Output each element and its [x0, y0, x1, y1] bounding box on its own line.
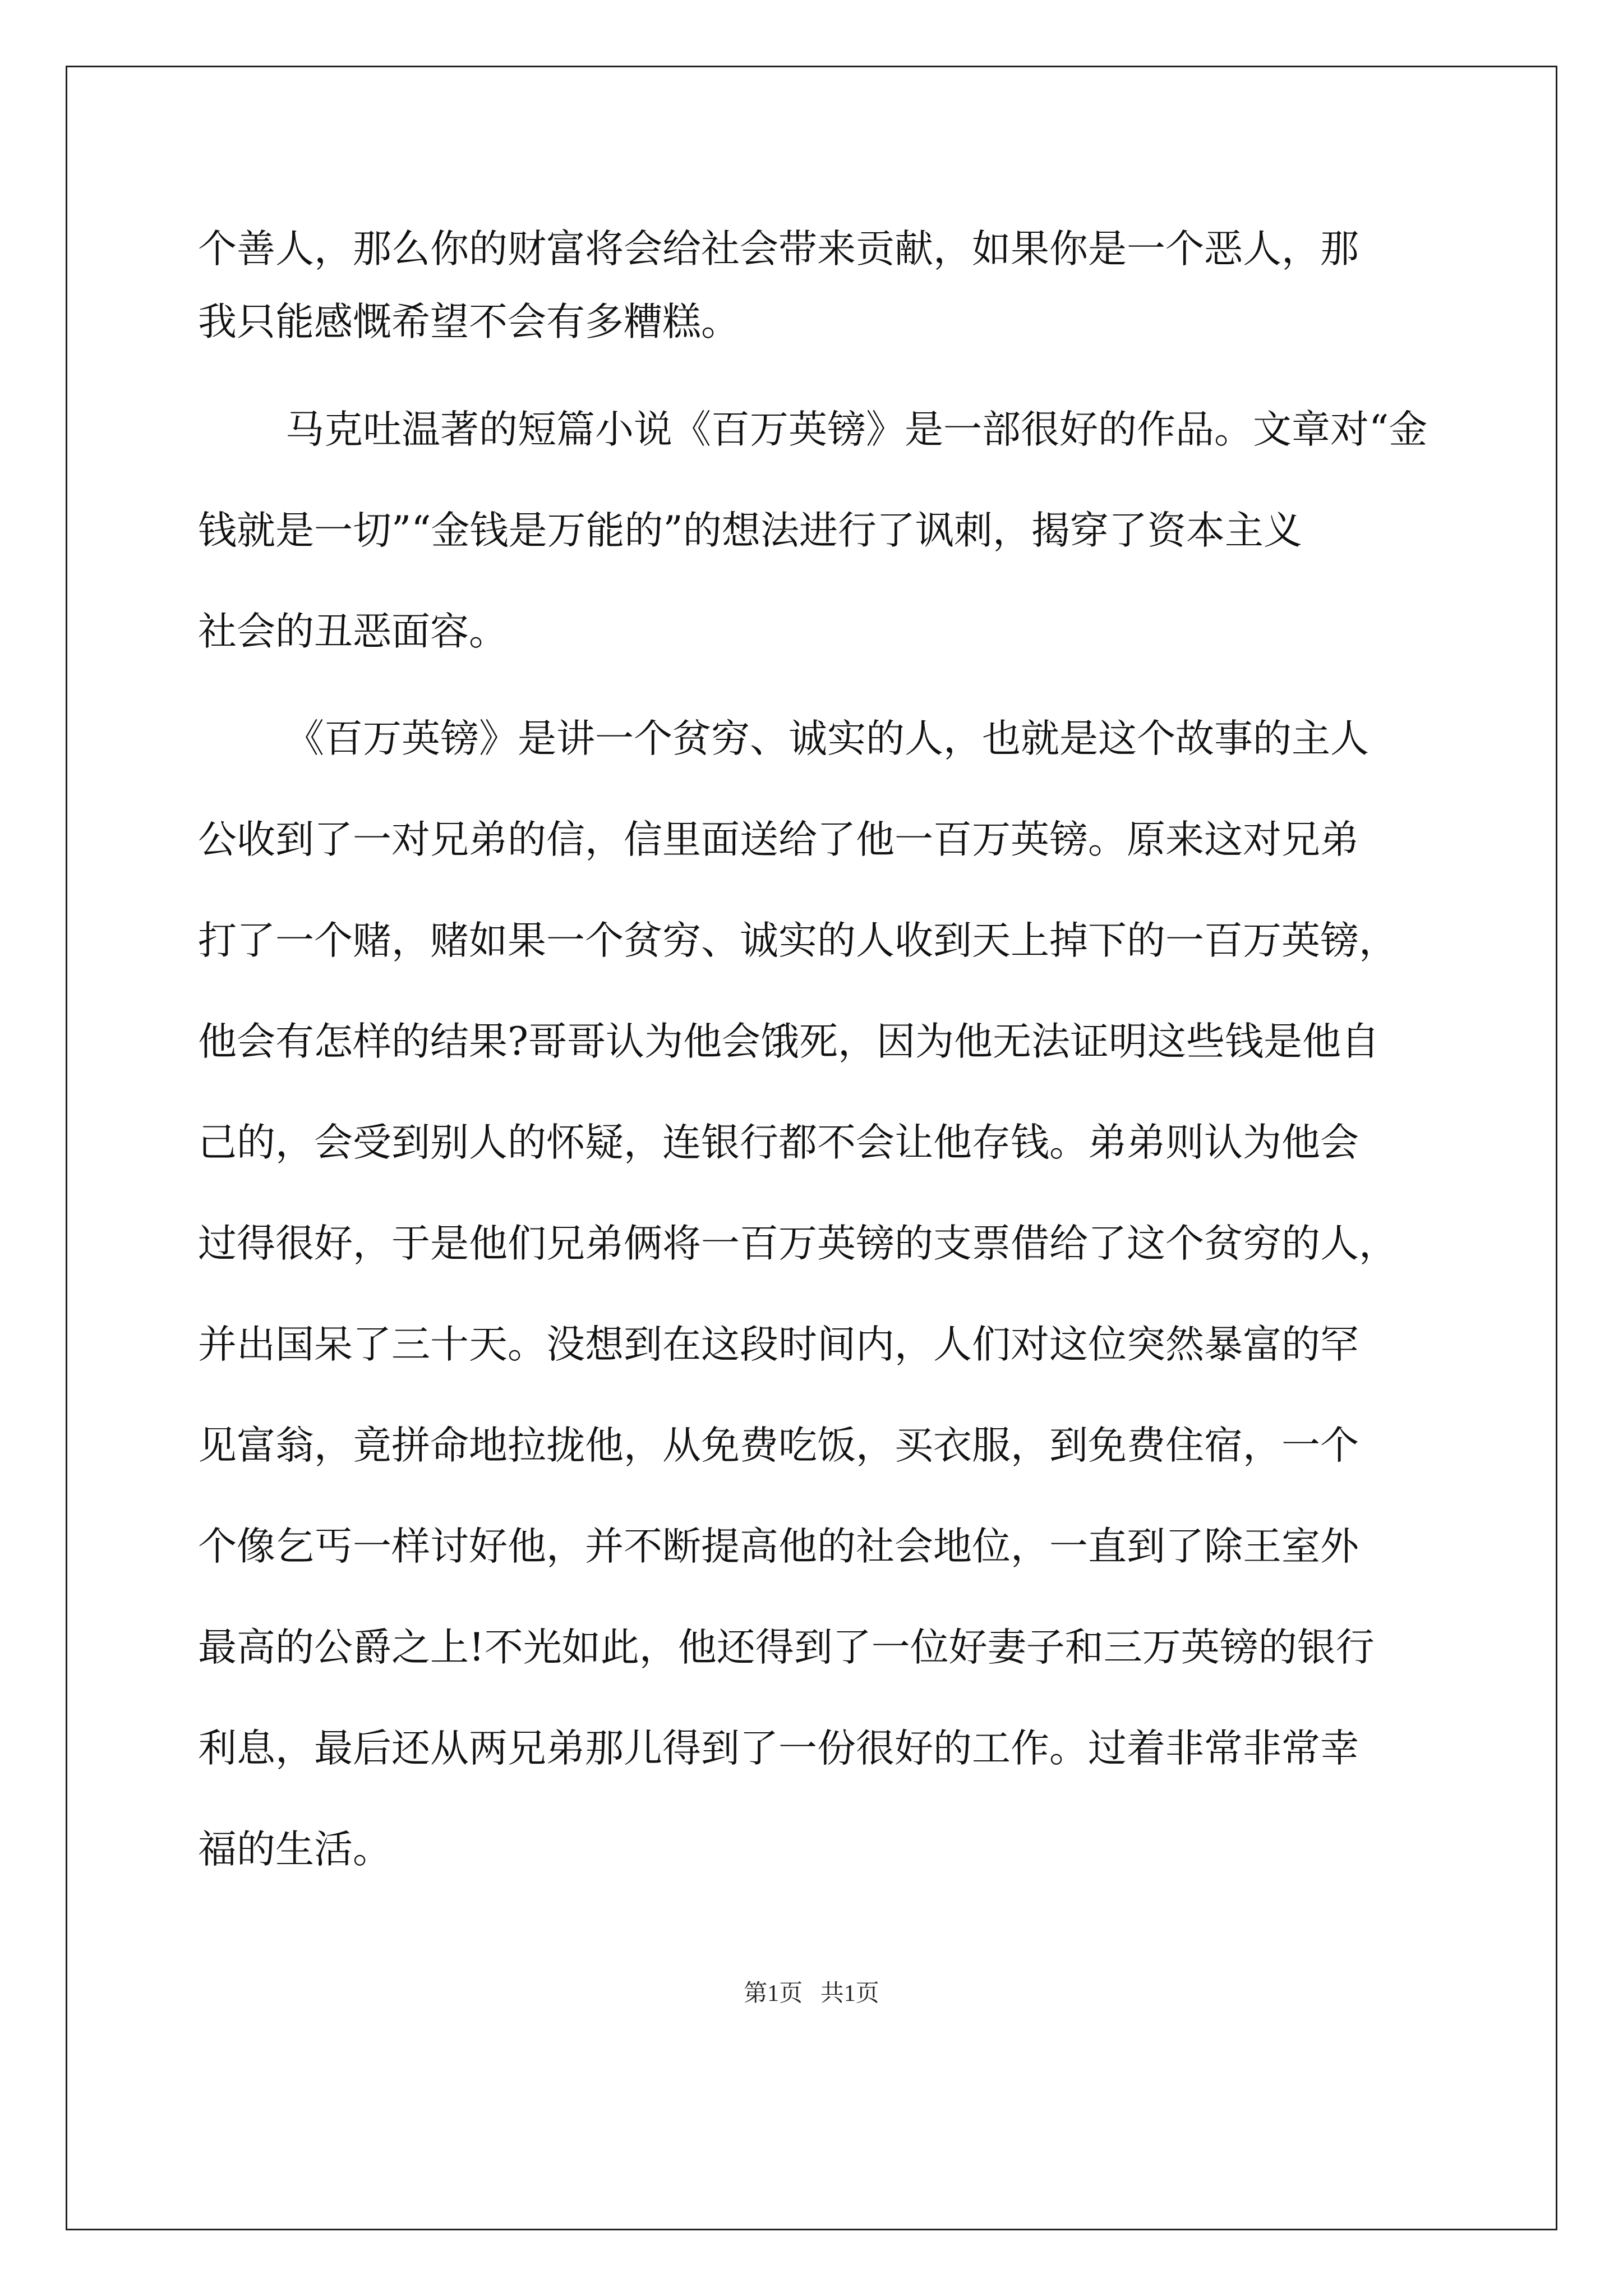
paragraph-line: 我只能感慨希望不会有多糟糕。 [198, 300, 740, 344]
paragraph-line: 马克吐温著的短篇小说《百万英镑》是一部很好的作品。文章对“金 [285, 407, 1428, 452]
page-footer: 第1页 共1页 [744, 1981, 879, 2007]
paragraph-line: 福的生活。 [198, 1827, 391, 1872]
paragraph-line: 利息，最后还从两兄弟那儿得到了一份很好的工作。过着非常非常幸 [198, 1726, 1359, 1771]
paragraph-line: 己的，会受到别人的怀疑，连银行都不会让他存钱。弟弟则认为他会 [198, 1120, 1359, 1165]
paragraph-line: 公收到了一对兄弟的信，信里面送给了他一百万英镑。原来这对兄弟 [198, 817, 1359, 862]
paragraph-line: 见富翁，竟拼命地拉拢他，从免费吃饭，买衣服，到免费住宿，一个 [198, 1423, 1359, 1468]
paragraph-line: 个像乞丐一样讨好他，并不断提高他的社会地位，一直到了除王室外 [198, 1524, 1359, 1569]
paragraph-line: 个善人，那么你的财富将会给社会带来贡献，如果你是一个恶人，那 [198, 227, 1359, 272]
paragraph-line: 打了一个赌，赌如果一个贫穷、诚实的人收到天上掉下的一百万英镑， [198, 918, 1398, 963]
paragraph-line: 并出国呆了三十天。没想到在这段时间内，人们对这位突然暴富的罕 [198, 1322, 1359, 1367]
paragraph-line: 《百万英镑》是讲一个贫穷、诚实的人，也就是这个故事的主人 [285, 716, 1369, 761]
paragraph-line: 社会的丑恶面容。 [198, 609, 508, 654]
paragraph-line: 钱就是一切”“金钱是万能的”的想法进行了讽刺，揭穿了资本主义 [198, 508, 1302, 553]
paragraph-line: 最高的公爵之上!不光如此，他还得到了一位好妻子和三万英镑的银行 [198, 1625, 1375, 1670]
paragraph-line: 过得很好，于是他们兄弟俩将一百万英镑的支票借给了这个贫穷的人， [198, 1221, 1398, 1266]
paragraph-line: 他会有怎样的结果?哥哥认为他会饿死，因为他无法证明这些钱是他自 [198, 1019, 1380, 1064]
